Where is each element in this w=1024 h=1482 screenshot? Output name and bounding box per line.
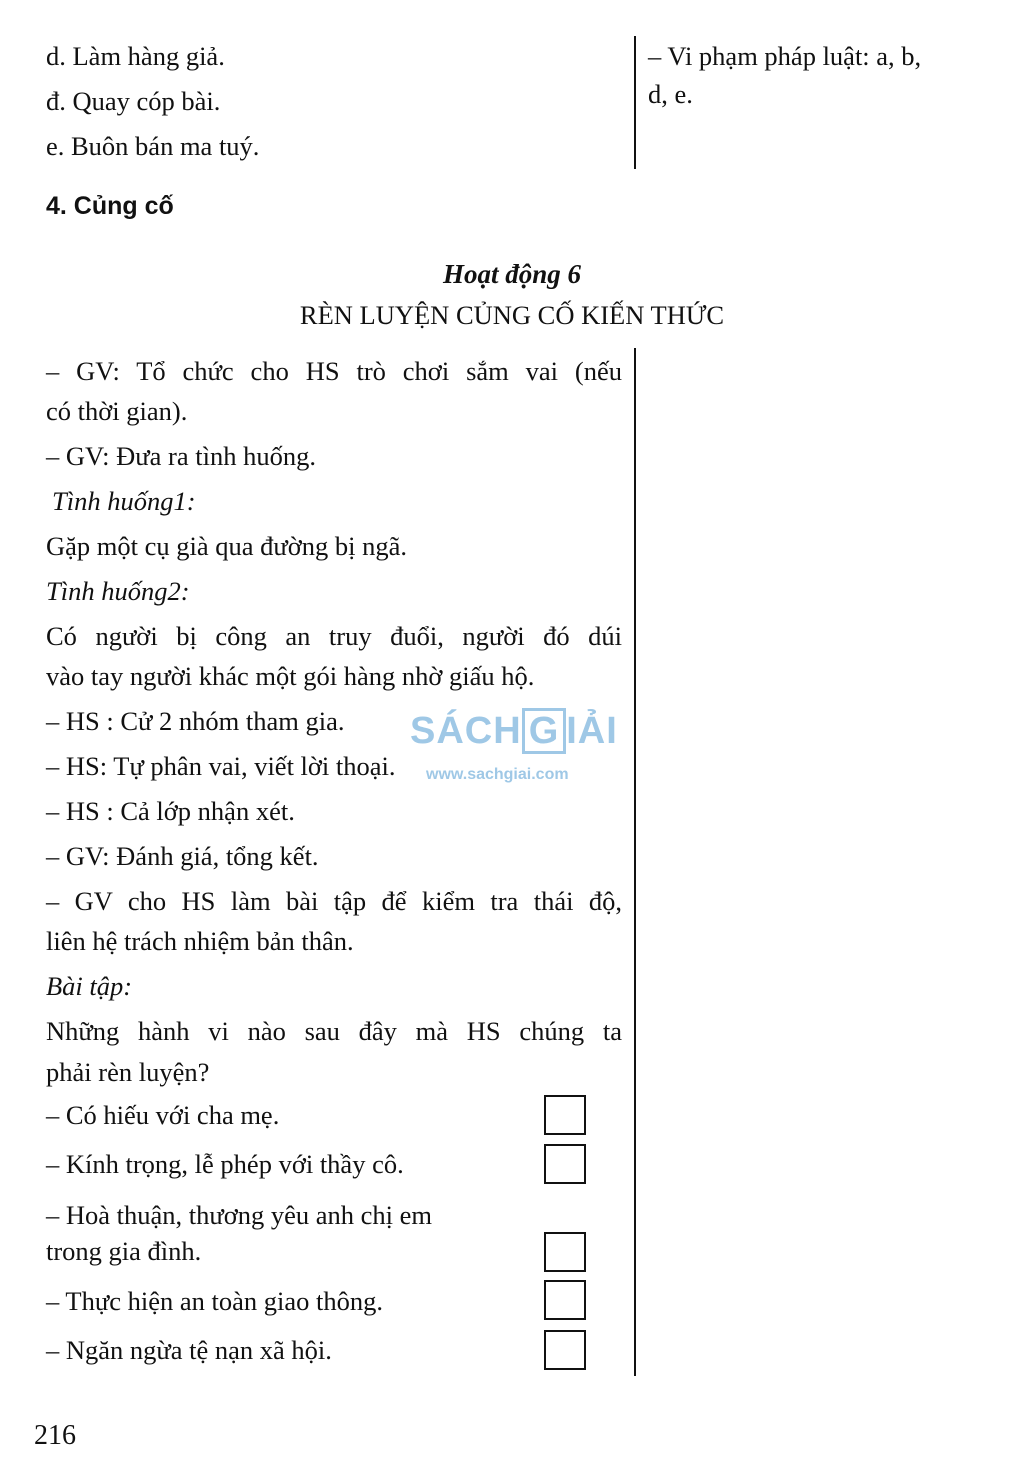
- answer-line-2: d, e.: [648, 79, 693, 109]
- watermark-brand-part2: IẢI: [566, 710, 618, 752]
- column-divider-main: [634, 348, 636, 1376]
- answer-line-1: – Vi phạm pháp luật: a, b,: [648, 41, 922, 71]
- checklist-option-1: – Có hiếu với cha mẹ.: [46, 1100, 280, 1130]
- checklist-option-4: – Thực hiện an toàn giao thông.: [46, 1286, 383, 1316]
- checklist-option-3-line2: trong gia đình.: [46, 1236, 202, 1266]
- hs-step-1: – HS : Cử 2 nhóm tham gia.: [46, 706, 345, 736]
- option-dd: đ. Quay cóp bài.: [46, 86, 221, 116]
- watermark-brand-g: G: [522, 708, 567, 754]
- checkbox-option-4[interactable]: [544, 1280, 586, 1320]
- situation1-label: Tình huống1:: [52, 486, 196, 516]
- gv-situation-intro: – GV: Đưa ra tình huống.: [46, 441, 316, 471]
- page-number: 216: [34, 1420, 76, 1451]
- checklist-option-3-line1: – Hoà thuận, thương yêu anh chị em: [46, 1200, 433, 1230]
- watermark-logo: [410, 708, 618, 754]
- exercise-label: Bài tập:: [46, 971, 133, 1001]
- exercise-question-line1: Những hành vi nào sau đây mà HS chúng ta: [46, 1016, 622, 1046]
- gv-step-2-line2: liên hệ trách nhiệm bản thân.: [46, 926, 354, 956]
- gv-step-1: – GV: Đánh giá, tổng kết.: [46, 841, 319, 871]
- activity-subtitle: RÈN LUYỆN CỦNG CỐ KIẾN THỨC: [299, 300, 725, 330]
- checklist-option-2: – Kính trọng, lễ phép với thầy cô.: [46, 1149, 404, 1179]
- situation2-line2: vào tay người khác một gói hàng nhờ giấu hộ.: [46, 661, 535, 691]
- checkbox-option-5[interactable]: [544, 1330, 586, 1370]
- checklist-option-5: – Ngăn ngừa tệ nạn xã hội.: [46, 1335, 332, 1365]
- activity-title: Hoạt động 6: [442, 259, 582, 289]
- hs-step-2: – HS: Tự phân vai, viết lời thoại.: [46, 751, 396, 781]
- hs-step-3: – HS : Cả lớp nhận xét.: [46, 796, 295, 826]
- checkbox-option-2[interactable]: [544, 1144, 586, 1184]
- gv-instruction-line1: – GV: Tổ chức cho HS trò chơi sắm vai (nếu: [46, 356, 622, 386]
- option-e: e. Buôn bán ma tuý.: [46, 131, 260, 161]
- exercise-question-line2: phải rèn luyện?: [46, 1057, 210, 1087]
- checkbox-option-1[interactable]: [544, 1095, 586, 1135]
- column-divider-top: [634, 36, 636, 169]
- gv-instruction-line2: có thời gian).: [46, 396, 188, 426]
- section-heading: 4. Củng cố: [46, 192, 174, 220]
- gv-step-2-line1: – GV cho HS làm bài tập để kiểm tra thái độ,: [46, 886, 622, 916]
- situation1-text: Gặp một cụ già qua đường bị ngã.: [46, 531, 408, 561]
- watermark-url: www.sachgiai.com: [426, 766, 569, 783]
- option-d: d. Làm hàng giả.: [46, 41, 225, 71]
- checkbox-option-3[interactable]: [544, 1232, 586, 1272]
- watermark-brand-part1: SÁCH: [410, 710, 522, 752]
- situation2-line1: Có người bị công an truy đuổi, người đó dúi: [46, 621, 622, 651]
- situation2-label: Tình huống2:: [46, 576, 190, 606]
